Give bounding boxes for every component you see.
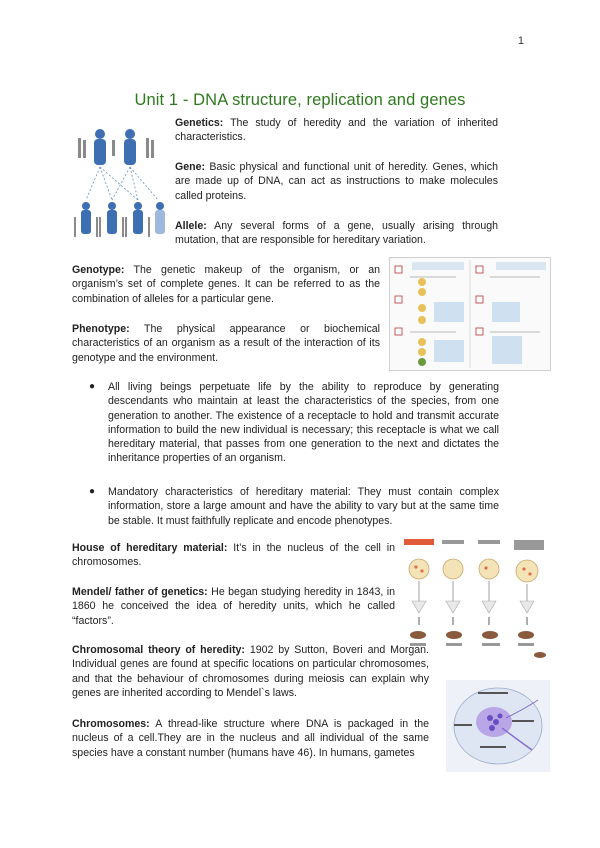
phenotype-text: The physical appearance or biochemical characteristics of an organism as a result of the interaction of its genotype and the environment. [72,323,380,364]
chromosomal-term: Chromosomal theory of heredity: [72,644,245,656]
heredity-family-figure [72,122,168,250]
chromosomal-theory-definition [72,643,429,700]
house-term: House of hereditary material: [72,542,228,554]
mendel-text: He began studying heredity in 1843, in 1860 he conceived the idea of heredity units, which he called “factors”. [72,586,395,627]
chromosomes-term: Chromosomes: [72,718,150,730]
bullet-dot-2: ● [89,486,96,497]
phenotype-term: Phenotype: [72,323,130,335]
genotype-phenotype-figure [389,257,551,371]
genetics-definition [175,116,498,145]
genetics-term: Genetics: [175,117,224,129]
house-text: It’s in the nucleus of the cell in chromosomes. [72,542,395,569]
chromosomal-text: 1902 by Sutton, Boveri and Morgan. Individual genes are found at specific locations on particular chromosomes, and that the behaviour of chromosomes during meiosis can explain why genes are inherited according to Mendel`s laws. [72,644,430,699]
gene-term: Gene: [175,161,206,173]
house-definition [72,541,395,570]
allele-text: Any several forms of a gene, usually arising through mutation, that are responsible for hereditary variation. [175,220,498,247]
genetics-text: The study of heredity and the variation of inherited characteristics. [175,117,498,144]
bullet-dot-1: ● [89,381,96,392]
page-number: 1 [517,35,524,47]
mendel-definition [72,585,395,628]
chromosomes-definition [72,717,429,760]
cell-chromosome-figure [446,680,550,772]
gene-text: Basic physical and functional unit of heredity. Genes, which are made up of DNA, can act as instructions to make molecules called proteins. [175,161,498,202]
allele-definition [175,219,498,248]
page-title: Unit 1 - DNA structure, replication and genes [134,91,466,109]
genotype-text: The genetic makeup of the organism, or an organism’s set of complete genes. It can be referred to as the combination of alleles for a particular gene. [72,264,380,305]
gene-definition [175,160,498,203]
allele-term: Allele: [175,220,207,232]
phenotype-definition [72,322,380,365]
bullet-hereditary-material: All living beings perpetuate life by the ability to reproduce by generating descendants who maintain at least the characteristics of the species, from one generation to another. The existence of a receptacle to hold and transmit accurate information to build the new individual is necessary; this receptacle is what we call hereditary material, that passes from one generation to the next and dictates the inheritance properties of an organism. [108,381,499,465]
genotype-term: Genotype: [72,264,125,276]
genotype-definition [72,263,380,306]
chromosomes-text: A thread-like structure where DNA is packaged in the nucleus of a cell.They are in the nucleus and all individual of the same species have a constant number (humans have 46). In humans, gametes [72,718,430,759]
mendel-term: Mendel/ father of genetics: [72,586,208,598]
bullet-mandatory-characteristics: Mandatory characteristics of hereditary material: They must contain complex information, store a large amount and have the ability to vary but at the same time be stable. It must faithfully replicate and encode phenotypes. [108,486,499,527]
